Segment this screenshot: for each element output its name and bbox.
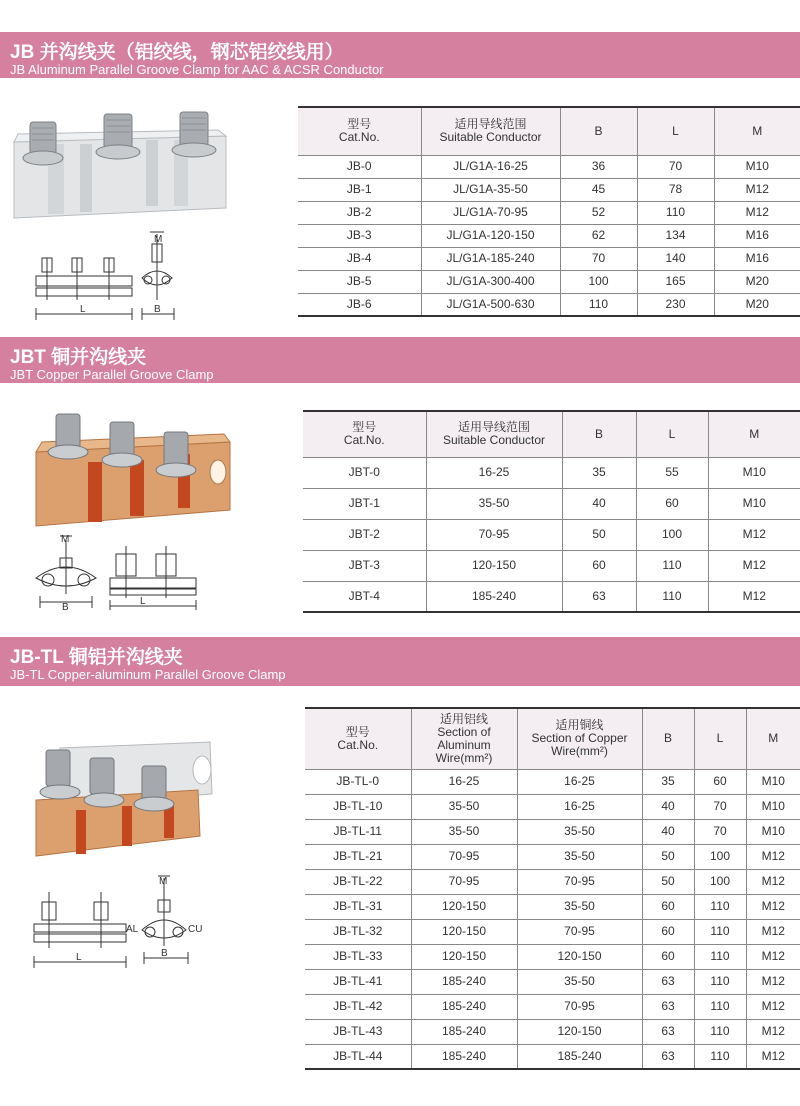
table-cell: 63 <box>642 994 694 1019</box>
table-cell: 60 <box>562 550 636 581</box>
table-cell: 60 <box>642 919 694 944</box>
table-cell: M12 <box>708 581 800 612</box>
table-cell: JB-3 <box>298 224 421 247</box>
table-row <box>303 488 800 519</box>
table-cell: M12 <box>708 519 800 550</box>
table-cell: 35-50 <box>517 819 642 844</box>
table-cell: M12 <box>746 919 800 944</box>
table-row <box>305 994 800 1019</box>
table-cell: 35-50 <box>517 894 642 919</box>
table-cell: JB-5 <box>298 270 421 293</box>
table-cell: 70-95 <box>411 844 517 869</box>
section-title: JB 并沟线夹（铝绞线，钢芯铝绞线用） <box>10 42 344 63</box>
header-line: Section of <box>437 724 491 739</box>
col-header-l: L <box>637 107 714 155</box>
table-cell: 100 <box>694 844 746 869</box>
table-cell: M16 <box>714 247 800 270</box>
table-row <box>305 769 800 794</box>
table-cell: 110 <box>694 1044 746 1069</box>
table-cell: 140 <box>637 247 714 270</box>
table-cell: 110 <box>694 994 746 1019</box>
table-cell: 165 <box>637 270 714 293</box>
table-cell: 36 <box>560 155 637 178</box>
jb-tl-dimension-drawing <box>28 872 218 972</box>
table-row <box>305 1019 800 1044</box>
table-cell: 120-150 <box>517 944 642 969</box>
table-row <box>305 794 800 819</box>
table-cell: 78 <box>637 178 714 201</box>
jb-clamp-photo <box>8 100 236 225</box>
table-cell: JL/G1A-185-240 <box>421 247 560 270</box>
table-cell: JL/G1A-300-400 <box>421 270 560 293</box>
table-cell: M12 <box>708 550 800 581</box>
table-row <box>303 581 800 612</box>
table-cell: 63 <box>642 1044 694 1069</box>
table-cell: 70-95 <box>426 519 562 550</box>
col-header-m: M <box>746 708 800 769</box>
dim-label-b: B <box>161 948 168 959</box>
table-cell: 60 <box>636 488 708 519</box>
table-cell: JBT-4 <box>303 581 426 612</box>
table-cell: M12 <box>746 894 800 919</box>
header-line: Cat.No. <box>343 433 385 448</box>
table-cell: JB-TL-0 <box>305 769 411 794</box>
jbt-dimension-drawing <box>30 532 205 612</box>
table-cell: 35 <box>562 457 636 488</box>
table-row <box>298 247 800 270</box>
header-row <box>305 708 800 769</box>
table-cell: M10 <box>746 794 800 819</box>
table-cell: JB-TL-43 <box>305 1019 411 1044</box>
table-cell: 60 <box>694 769 746 794</box>
col-header-conductor <box>426 411 562 457</box>
col-header-copper <box>517 708 642 769</box>
table-cell: M12 <box>746 1019 800 1044</box>
table-cell: JB-0 <box>298 155 421 178</box>
table-cell: 120-150 <box>411 944 517 969</box>
header-row <box>303 411 800 457</box>
table-cell: JB-1 <box>298 178 421 201</box>
table-cell: 35-50 <box>411 819 517 844</box>
table-row <box>305 944 800 969</box>
col-header-conductor <box>421 107 560 155</box>
table-cell: 16-25 <box>517 769 642 794</box>
table-row <box>303 457 800 488</box>
table-cell: 110 <box>636 550 708 581</box>
dim-label-m: M <box>61 534 70 545</box>
spec-table-jb <box>298 106 800 317</box>
dim-label-l: L <box>140 596 146 607</box>
dim-label-al: AL <box>126 924 139 935</box>
table-cell: 100 <box>694 869 746 894</box>
jb-dimension-drawing <box>30 230 190 325</box>
section-subtitle: JB Aluminum Parallel Groove Clamp for AAC & ACSR Conductor <box>10 62 384 77</box>
table-cell: M12 <box>746 994 800 1019</box>
table-cell: 45 <box>560 178 637 201</box>
col-header-cat-no <box>305 708 411 769</box>
table-cell: M12 <box>746 869 800 894</box>
table-cell: 52 <box>560 201 637 224</box>
table-cell: 35-50 <box>517 844 642 869</box>
table-row <box>298 293 800 316</box>
section-header-jbt <box>0 337 800 383</box>
table-cell: M10 <box>746 819 800 844</box>
table-cell: 60 <box>642 894 694 919</box>
table-cell: JB-TL-22 <box>305 869 411 894</box>
section-title: JBT 铜并沟线夹 <box>10 347 147 368</box>
table-cell: 110 <box>637 201 714 224</box>
header-line: Wire(mm²) <box>435 750 493 765</box>
header-line: Suitable Conductor <box>439 130 542 145</box>
table-row <box>305 969 800 994</box>
table-cell: M10 <box>746 769 800 794</box>
table-cell: 35-50 <box>517 969 642 994</box>
dim-label-l: L <box>76 952 82 963</box>
table-cell: 50 <box>642 844 694 869</box>
table-cell: JB-6 <box>298 293 421 316</box>
table-cell: 63 <box>642 969 694 994</box>
table-cell: 110 <box>694 894 746 919</box>
table-row <box>305 819 800 844</box>
table-cell: 63 <box>562 581 636 612</box>
table-cell: JBT-1 <box>303 488 426 519</box>
table-cell: 120-150 <box>426 550 562 581</box>
table-cell: JB-TL-42 <box>305 994 411 1019</box>
section-subtitle: JBT Copper Parallel Groove Clamp <box>10 367 214 382</box>
table-cell: 16-25 <box>411 769 517 794</box>
table-cell: 70 <box>637 155 714 178</box>
table-row <box>298 178 800 201</box>
col-header-b: B <box>562 411 636 457</box>
col-header-l: L <box>636 411 708 457</box>
header-line: Section of Copper <box>531 731 628 746</box>
header-line: Aluminum <box>437 737 491 752</box>
table-cell: JB-TL-21 <box>305 844 411 869</box>
table-cell: 110 <box>694 944 746 969</box>
table-cell: JB-TL-44 <box>305 1044 411 1069</box>
table-cell: 40 <box>642 794 694 819</box>
table-cell: M10 <box>708 488 800 519</box>
header-line: Wire(mm²) <box>551 744 608 759</box>
header-line: Cat.No. <box>338 130 380 145</box>
table-cell: JB-TL-10 <box>305 794 411 819</box>
table-cell: M20 <box>714 270 800 293</box>
table-cell: 120-150 <box>411 894 517 919</box>
table-cell: JB-TL-41 <box>305 969 411 994</box>
table-row <box>305 1044 800 1069</box>
table-cell: 70 <box>560 247 637 270</box>
table-cell: 120-150 <box>411 919 517 944</box>
header-line: 型号 <box>347 117 372 132</box>
col-header-b: B <box>560 107 637 155</box>
section-header-jb <box>0 32 800 78</box>
table-row <box>298 270 800 293</box>
table-cell: M12 <box>714 178 800 201</box>
table-cell: M10 <box>708 457 800 488</box>
col-header-b: B <box>642 708 694 769</box>
table-cell: 55 <box>636 457 708 488</box>
table-cell: M16 <box>714 224 800 247</box>
table-cell: M12 <box>746 944 800 969</box>
dim-label-l: L <box>80 304 86 315</box>
table-cell: JB-4 <box>298 247 421 270</box>
table-cell: JB-TL-11 <box>305 819 411 844</box>
table-cell: 110 <box>560 293 637 316</box>
table-cell: 63 <box>642 1019 694 1044</box>
col-header-cat-no <box>303 411 426 457</box>
table-cell: 70 <box>694 794 746 819</box>
table-cell: 70-95 <box>517 919 642 944</box>
dim-label-b: B <box>154 304 161 315</box>
table-cell: 185-240 <box>411 1019 517 1044</box>
table-cell: 185-240 <box>411 994 517 1019</box>
table-cell: JL/G1A-500-630 <box>421 293 560 316</box>
table-cell: M20 <box>714 293 800 316</box>
header-line: 适用铝线 <box>439 711 488 726</box>
table-cell: 185-240 <box>517 1044 642 1069</box>
header-line: 型号 <box>352 420 377 435</box>
col-header-m: M <box>708 411 800 457</box>
table-cell: M12 <box>746 1044 800 1069</box>
section-subtitle: JB-TL Copper-aluminum Parallel Groove Clamp <box>10 667 286 682</box>
table-cell: 100 <box>560 270 637 293</box>
table-cell: 134 <box>637 224 714 247</box>
table-row <box>305 894 800 919</box>
table-cell: 70-95 <box>517 869 642 894</box>
header-line: 适用导线范围 <box>454 117 527 132</box>
table-cell: 230 <box>637 293 714 316</box>
table-cell: 100 <box>636 519 708 550</box>
table-cell: M12 <box>714 201 800 224</box>
dim-label-m: M <box>154 234 163 245</box>
table-cell: 35-50 <box>411 794 517 819</box>
table-cell: JBT-3 <box>303 550 426 581</box>
table-cell: 16-25 <box>517 794 642 819</box>
table-row <box>298 155 800 178</box>
table-row <box>305 919 800 944</box>
table-cell: 185-240 <box>411 969 517 994</box>
header-line: Suitable Conductor <box>442 433 546 448</box>
col-header-m: M <box>714 107 800 155</box>
col-header-aluminum <box>411 708 517 769</box>
table-cell: JL/G1A-70-95 <box>421 201 560 224</box>
table-row <box>305 869 800 894</box>
table-cell: JBT-2 <box>303 519 426 550</box>
table-cell: 120-150 <box>517 1019 642 1044</box>
table-cell: 70 <box>694 819 746 844</box>
table-cell: 62 <box>560 224 637 247</box>
header-row <box>298 107 800 155</box>
table-cell: 40 <box>642 819 694 844</box>
table-cell: 110 <box>694 919 746 944</box>
table-row <box>303 550 800 581</box>
table-cell: JBT-0 <box>303 457 426 488</box>
table-row <box>298 224 800 247</box>
table-cell: JB-2 <box>298 201 421 224</box>
table-cell: JB-TL-31 <box>305 894 411 919</box>
table-cell: 60 <box>642 944 694 969</box>
table-cell: 70-95 <box>411 869 517 894</box>
table-cell: 110 <box>636 581 708 612</box>
table-cell: 50 <box>642 869 694 894</box>
table-cell: JB-TL-33 <box>305 944 411 969</box>
table-cell: M12 <box>746 844 800 869</box>
dim-label-cu: CU <box>188 924 203 935</box>
table-cell: 50 <box>562 519 636 550</box>
header-line: Cat.No. <box>337 737 379 752</box>
table-row <box>298 201 800 224</box>
header-line: 适用导线范围 <box>457 420 530 435</box>
table-cell: JB-TL-32 <box>305 919 411 944</box>
table-cell: 16-25 <box>426 457 562 488</box>
table-cell: M10 <box>714 155 800 178</box>
table-cell: 40 <box>562 488 636 519</box>
table-cell: 35 <box>642 769 694 794</box>
section-title: JB-TL 铜铝并沟线夹 <box>10 647 183 668</box>
table-row <box>303 519 800 550</box>
table-cell: 185-240 <box>426 581 562 612</box>
dim-label-b: B <box>62 602 69 612</box>
table-cell: JL/G1A-120-150 <box>421 224 560 247</box>
table-cell: 35-50 <box>426 488 562 519</box>
spec-table-jb-tl <box>305 707 800 1070</box>
jb-tl-clamp-photo <box>30 730 220 860</box>
table-cell: JL/G1A-35-50 <box>421 178 560 201</box>
table-cell: 185-240 <box>411 1044 517 1069</box>
dim-label-m: M <box>159 876 168 887</box>
table-cell: M12 <box>746 969 800 994</box>
table-cell: JL/G1A-16-25 <box>421 155 560 178</box>
col-header-l: L <box>694 708 746 769</box>
col-header-cat-no <box>298 107 421 155</box>
header-line: 适用铜线 <box>555 718 604 733</box>
spec-table-jbt <box>303 410 800 613</box>
table-row <box>305 844 800 869</box>
header-line: 型号 <box>345 724 370 739</box>
table-cell: 110 <box>694 969 746 994</box>
section-header-jb-tl <box>0 637 800 686</box>
table-cell: 110 <box>694 1019 746 1044</box>
jbt-clamp-photo <box>30 402 240 532</box>
table-cell: 70-95 <box>517 994 642 1019</box>
